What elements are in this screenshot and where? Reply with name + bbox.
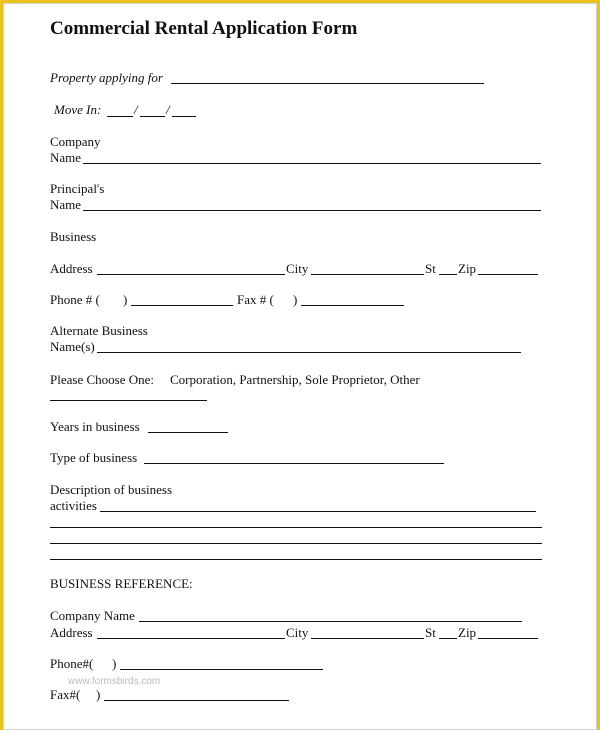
city-field[interactable] [311,274,424,275]
type-label: Type of business [50,450,138,465]
ref-phone-label: Phone#( [50,656,94,671]
company-name-field[interactable] [83,163,541,164]
ref-fax-label: Fax#( [50,687,81,702]
st-field[interactable] [439,274,457,275]
ref-phone-paren-close: ) [112,656,117,671]
ref-zip-label: Zip [458,625,477,640]
phone-label: Phone # ( [50,292,100,307]
ref-st-field[interactable] [439,638,457,639]
reference-heading: BUSINESS REFERENCE: [50,576,193,591]
move-in-label: Move In: [54,102,102,117]
company-name-label: Name [50,150,82,165]
business-type-choice-field[interactable] [50,400,207,401]
principal-name-field[interactable] [83,210,541,211]
city-label: City [286,261,309,276]
description-field-line-2[interactable] [50,527,542,528]
ref-city-label: City [286,625,309,640]
description-field-line-1[interactable] [100,511,536,512]
property-label: Property applying for [50,70,163,85]
phone-paren-close: ) [123,292,128,307]
ref-company-label: Company Name [50,608,135,623]
description-field-line-4[interactable] [50,559,542,560]
alt-business-names-field[interactable] [97,352,521,353]
ref-address-label: Address [50,625,93,640]
zip-label: Zip [458,261,477,276]
ref-fax-paren-close: ) [96,687,101,702]
move-in-year-field[interactable] [172,116,196,117]
ref-phone-field[interactable] [120,669,323,670]
address-field[interactable] [97,274,285,275]
company-label: Company [50,134,101,149]
ref-st-label: St [425,625,436,640]
description-field-line-3[interactable] [50,543,542,544]
move-in-day-field[interactable] [140,116,165,117]
ref-fax-field[interactable] [104,700,289,701]
years-label: Years in business [50,419,140,434]
date-separator: / [134,102,138,117]
principal-label: Principal's [50,181,105,196]
fax-field[interactable] [301,305,404,306]
date-separator: / [166,102,170,117]
alt-business-label: Alternate Business [50,323,148,338]
ref-city-field[interactable] [311,638,424,639]
fax-paren-close: ) [293,292,298,307]
business-type-options: Corporation, Partnership, Sole Proprietor, Other [170,372,420,387]
property-field[interactable] [171,83,484,84]
form-title: Commercial Rental Application Form [50,18,358,39]
description-label: Description of business [50,482,173,497]
move-in-month-field[interactable] [107,116,133,117]
ref-company-field[interactable] [139,621,522,622]
form-page [3,3,597,730]
business-label: Business [50,229,97,244]
activities-label: activities [50,498,97,513]
st-label: St [425,261,436,276]
phone-field[interactable] [131,305,233,306]
ref-zip-field[interactable] [478,638,538,639]
type-field[interactable] [144,463,444,464]
years-field[interactable] [148,432,228,433]
address-label: Address [50,261,93,276]
ref-address-field[interactable] [97,638,285,639]
fax-label: Fax # ( [237,292,274,307]
watermark: www.formsbirds.com [68,676,161,687]
principal-name-label: Name [50,197,82,212]
zip-field[interactable] [478,274,538,275]
alt-names-label: Name(s) [50,339,95,354]
choose-label: Please Choose One: [50,372,154,387]
